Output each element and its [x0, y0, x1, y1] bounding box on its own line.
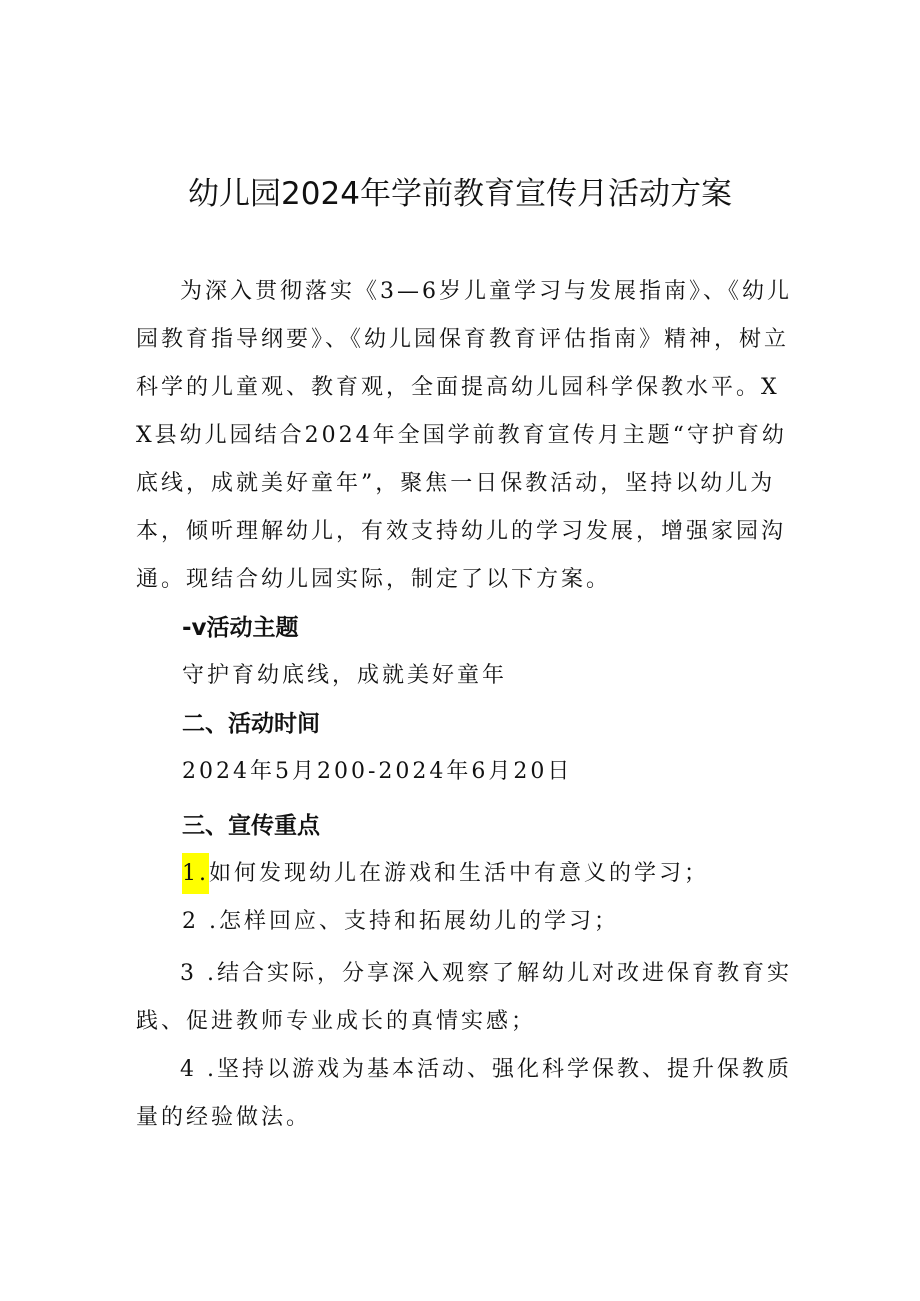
- focus-item-number: 2 .: [182, 909, 219, 934]
- focus-item-4: [136, 1046, 796, 1142]
- focus-item-number: 4 .: [180, 1057, 217, 1082]
- focus-item-text: 如何发现幼儿在游戏和生活中有意义的学习；: [209, 861, 710, 886]
- section-heading-time: 二、活动时间: [182, 711, 320, 737]
- focus-item-3: [136, 950, 796, 1046]
- intro-paragraph: 为深入贯彻落实《3—6岁儿童学习与发展指南》、《幼儿园教育指导纲要》、《幼儿园保育教育评估指南》精神，树立科学的儿童观、教育观，全面提高幼儿园科学保教水平。XX县幼儿园结合2024年全国学前教育宣传月主题“守护育幼底线，成就美好童年”，聚焦一日保教活动，坚持以幼儿为本，倾听理解幼儿，有效支持幼儿的学习发展，增强家园沟通。现结合幼儿园实际，制定了以下方案。: [136, 279, 792, 592]
- document-title: 幼儿园2024年学前教育宣传月活动方案: [188, 176, 732, 212]
- highlighted-number: 1.: [182, 853, 209, 894]
- section-content-time: 2024年5月200-2024年6月20日: [182, 759, 573, 784]
- focus-item-1: [182, 858, 709, 890]
- section-heading-theme: -v活动主题: [182, 615, 299, 641]
- focus-item-number: 3 .: [180, 961, 217, 986]
- focus-item-text: 怎样回应、支持和拓展幼儿的学习；: [218, 909, 619, 934]
- focus-item-text: 结合实际，分享深入观察了解幼儿对改进保育教育实践、促进教师专业成长的真情实感；: [136, 961, 792, 1034]
- section-heading-focus: 三、宣传重点: [182, 813, 320, 839]
- focus-item-text: 坚持以游戏为基本活动、强化科学保教、提升保教质量的经验做法。: [136, 1057, 792, 1130]
- focus-item-2: [182, 906, 619, 938]
- section-content-theme: 守护育幼底线，成就美好童年: [182, 663, 508, 688]
